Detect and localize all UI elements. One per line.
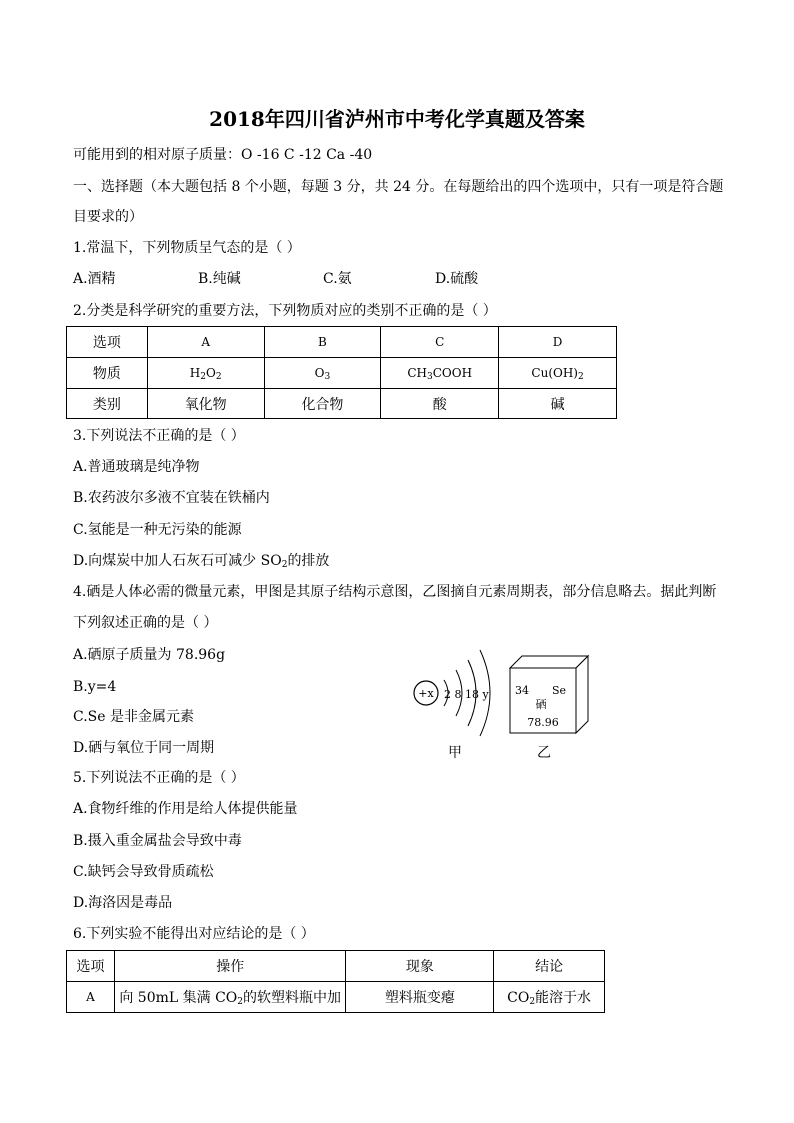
shell-electron-numbers: 2 8 18 y bbox=[444, 688, 489, 701]
atomic-number: 34 bbox=[515, 684, 529, 697]
section-heading-line1: 一、选择题（本大题包括 8 个小题，每题 3 分，共 24 分。在每题给出的四个选项中，只有一项是符合题 bbox=[73, 179, 724, 195]
q1-options bbox=[73, 269, 478, 289]
q2-category-c: 酸 bbox=[381, 389, 499, 419]
q2-table-category-row bbox=[67, 389, 617, 419]
q6-header-conclusion: 结论 bbox=[494, 951, 605, 982]
figure-label-yi: 乙 bbox=[537, 745, 551, 761]
q5-option-c: C.缺钙会导致骨质疏松 bbox=[73, 864, 214, 880]
figure-label-jia: 甲 bbox=[448, 745, 462, 761]
q3-option-d: D.向煤炭中加人石灰石可减少 $SO_2$的排放 bbox=[73, 553, 330, 570]
q2-header-c: C bbox=[381, 327, 499, 358]
periodic-table-cell bbox=[510, 656, 588, 761]
q2-header-b: B bbox=[264, 327, 381, 358]
q1-option-d: D.硫酸 bbox=[435, 271, 479, 287]
q6-header-operation: 操作 bbox=[114, 951, 346, 982]
q1-option-a: A.酒精 bbox=[73, 271, 116, 287]
q2-header-d: D bbox=[499, 327, 617, 358]
q2-substance-d: $Cu(OH)_2$ bbox=[499, 358, 617, 389]
q6-table-row-a bbox=[67, 982, 605, 1013]
q2-header-a: A bbox=[147, 327, 264, 358]
q6-header-phenomenon: 现象 bbox=[346, 951, 494, 982]
q6-stem: 6.下列实验不能得出对应结论的是（ ） bbox=[73, 926, 315, 942]
cell-side-face bbox=[576, 656, 588, 733]
q6-table-header-row bbox=[67, 951, 605, 982]
element-name: 硒 bbox=[535, 698, 547, 711]
q5-option-d: D.海洛因是毒品 bbox=[73, 895, 173, 911]
q6-row-a-phenomenon: 塑料瓶变瘪 bbox=[346, 982, 494, 1013]
q5-stem: 5.下列说法不正确的是（ ） bbox=[73, 770, 245, 786]
q2-category-d: 碱 bbox=[499, 389, 617, 419]
q2-stem: 2.分类是科学研究的重要方法，下列物质对应的类别不正确的是（ ） bbox=[73, 303, 497, 319]
atomic-mass-note: 可能用到的相对原子质量：O -16 C -12 Ca -40 bbox=[73, 147, 373, 163]
q3-option-c: C.氢能是一种无污染的能源 bbox=[73, 522, 242, 538]
q5-option-b: B.摄入重金属盐会导致中毒 bbox=[73, 833, 242, 849]
q2-substance-a: $H_2O_2$ bbox=[147, 358, 264, 389]
q1-option-c: C.氨 bbox=[323, 271, 352, 287]
q6-row-a-option: A bbox=[67, 982, 115, 1013]
q6-row-a-operation: 向 50mL 集满 $CO_2$的软塑料瓶中加 bbox=[114, 982, 346, 1013]
q6-header-option: 选项 bbox=[67, 951, 115, 982]
element-symbol: Se bbox=[552, 684, 567, 697]
q4-option-b: B.y=4 bbox=[73, 679, 117, 695]
q2-substance-b: $O_3$ bbox=[264, 358, 381, 389]
q6-table bbox=[66, 950, 605, 1013]
q4-option-c: C.Se 是非金属元素 bbox=[73, 709, 194, 725]
q3-option-b: B.农药波尔多液不宜装在铁桶内 bbox=[73, 490, 270, 506]
q5-option-a: A.食物纤维的作用是给人体提供能量 bbox=[73, 801, 298, 817]
q2-table-header-row bbox=[67, 327, 617, 358]
atom-structure-diagram bbox=[414, 650, 490, 761]
q4-option-d: D.硒与氧位于同一周期 bbox=[73, 740, 215, 756]
selenium-figure bbox=[400, 648, 600, 766]
q2-category-b: 化合物 bbox=[264, 389, 381, 419]
q4-stem-line2: 下列叙述正确的是（ ） bbox=[73, 615, 218, 631]
q4-stem-line1: 4.硒是人体必需的微量元素，甲图是其原子结构示意图，乙图摘自元素周期表，部分信息略去。据此判断 bbox=[73, 584, 717, 600]
q1-option-b: B.纯碱 bbox=[198, 271, 241, 287]
q6-row-a-conclusion: $CO_2$能溶于水 bbox=[494, 982, 605, 1013]
q1-stem: 1.常温下，下列物质呈气态的是（ ） bbox=[73, 240, 301, 256]
cell-top-face bbox=[510, 656, 588, 668]
q3-stem: 3.下列说法不正确的是（ ） bbox=[73, 428, 245, 444]
q2-substance-label: 物质 bbox=[67, 358, 148, 389]
section-heading-line2: 目要求的） bbox=[73, 209, 143, 225]
atomic-mass: 78.96 bbox=[527, 716, 559, 729]
q4-option-a: A.硒原子质量为 78.96g bbox=[73, 647, 226, 663]
q2-table-substance-row bbox=[67, 358, 617, 389]
q2-category-a: 氧化物 bbox=[147, 389, 264, 419]
q2-category-label: 类别 bbox=[67, 389, 148, 419]
nucleus-charge: +x bbox=[418, 687, 434, 700]
q3-option-a: A.普通玻璃是纯净物 bbox=[73, 459, 200, 475]
document-title: 2018年四川省泸州市中考化学真题及答案 bbox=[209, 107, 585, 131]
q2-header-option: 选项 bbox=[67, 327, 148, 358]
q2-substance-c: $CH_3COOH$ bbox=[381, 358, 499, 389]
q2-table bbox=[66, 326, 617, 419]
